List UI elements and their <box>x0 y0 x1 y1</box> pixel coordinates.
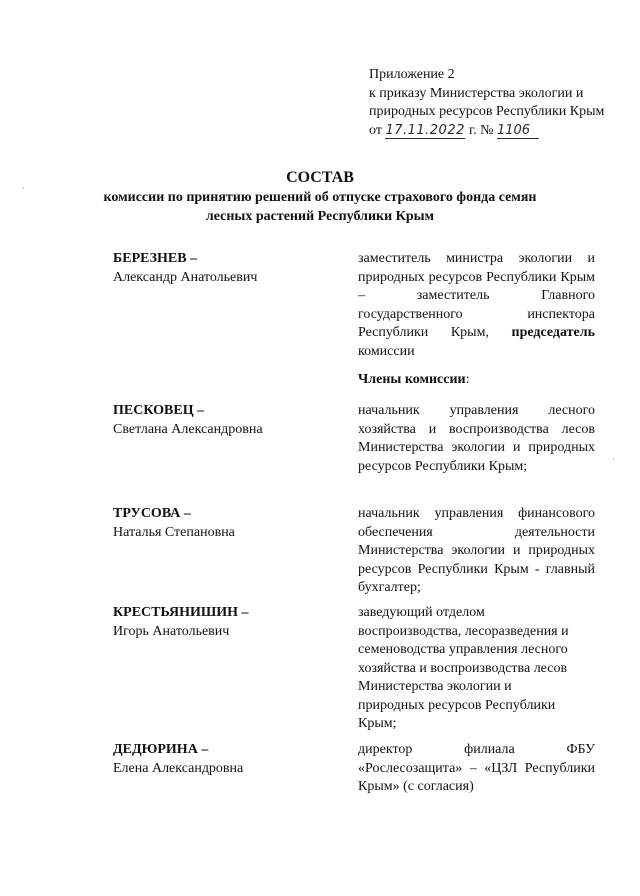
member-given-name: Светлана Александровна <box>113 421 263 437</box>
member-role <box>358 604 595 734</box>
appendix-date-line <box>369 122 604 141</box>
member-role: директор филиала ФБУ «Рослесозащита» – «ЦЗЛ Республики Крым» (с согласия) <box>358 742 595 794</box>
member-given-name: Александр Анатольевич <box>113 269 258 285</box>
document-title <box>0 168 640 226</box>
members-heading: Члены комиссии: <box>358 372 470 387</box>
member-role-line: хозяйства и воспроизводства лесов <box>358 660 568 676</box>
member-role <box>358 250 595 361</box>
member-name-block <box>113 604 249 641</box>
member-name-block <box>113 250 257 287</box>
appendix-header <box>369 66 604 140</box>
date-prefix: от <box>369 122 382 138</box>
member-surname: ТРУСОВА – <box>113 506 191 521</box>
member-role-line: заведующий отделом <box>358 605 485 620</box>
member-surname: БЕРЕЗНЕВ – <box>113 251 198 266</box>
scan-speck: · <box>612 454 615 464</box>
handwritten-date: 17.11.2022 <box>385 122 465 138</box>
member-role-line: воспроизводства, лесоразведения и <box>358 623 569 639</box>
title-sub-line: комиссии по принятию решений об отпуске страхового фонда семян <box>103 190 537 205</box>
member-given-name: Елена Александровна <box>113 760 244 776</box>
member-role-tail: комиссии <box>358 343 415 359</box>
member-given-name: Наталья Степановна <box>113 524 235 540</box>
member-role-line: семеноводства управления лесного <box>358 642 568 657</box>
member-surname: ДЕДЮРИНА – <box>113 742 209 757</box>
member-role-line: Крым; <box>358 716 397 731</box>
appendix-line: Приложение 2 <box>369 67 455 82</box>
appendix-line: к приказу Министерства экологии и <box>369 85 584 101</box>
handwritten-number: 1106 <box>497 124 539 139</box>
number-prefix: г. № <box>468 122 494 138</box>
scan-speck: · <box>22 183 25 193</box>
member-role-line: Министерства экологии и <box>358 679 512 694</box>
title-main: СОСТАВ <box>286 169 354 186</box>
member-name-block <box>113 741 243 778</box>
appendix-line: природных ресурсов Республики Крым <box>369 104 605 119</box>
member-surname: КРЕСТЬЯНИШИН – <box>113 605 249 620</box>
member-name-block <box>113 505 235 542</box>
member-role: начальник управления лесного хозяйства и воспроизводства лесов Министерства экологии и природных ресурсов Республики Крым; <box>358 403 595 474</box>
member-role: начальник управления финансового обеспечения деятельности Министерства экологии и природных ресурсов Республики Крым - главный бухгалтер; <box>358 506 595 595</box>
member-role-line: природных ресурсов Республики <box>358 697 556 713</box>
member-role-text: заместитель министра экологии и природных ресурсов Республики Крым – заместитель Главного государственного инспектора Республики Крым, <box>358 251 595 340</box>
chairman-label: председатель <box>511 325 595 340</box>
members-heading-suffix: : <box>465 372 470 387</box>
member-surname: ПЕСКОВЕЦ – <box>113 403 205 418</box>
title-sub-line: лесных растений Республики Крым <box>205 209 435 224</box>
member-given-name: Игорь Анатольевич <box>113 623 230 639</box>
member-name-block <box>113 402 263 439</box>
